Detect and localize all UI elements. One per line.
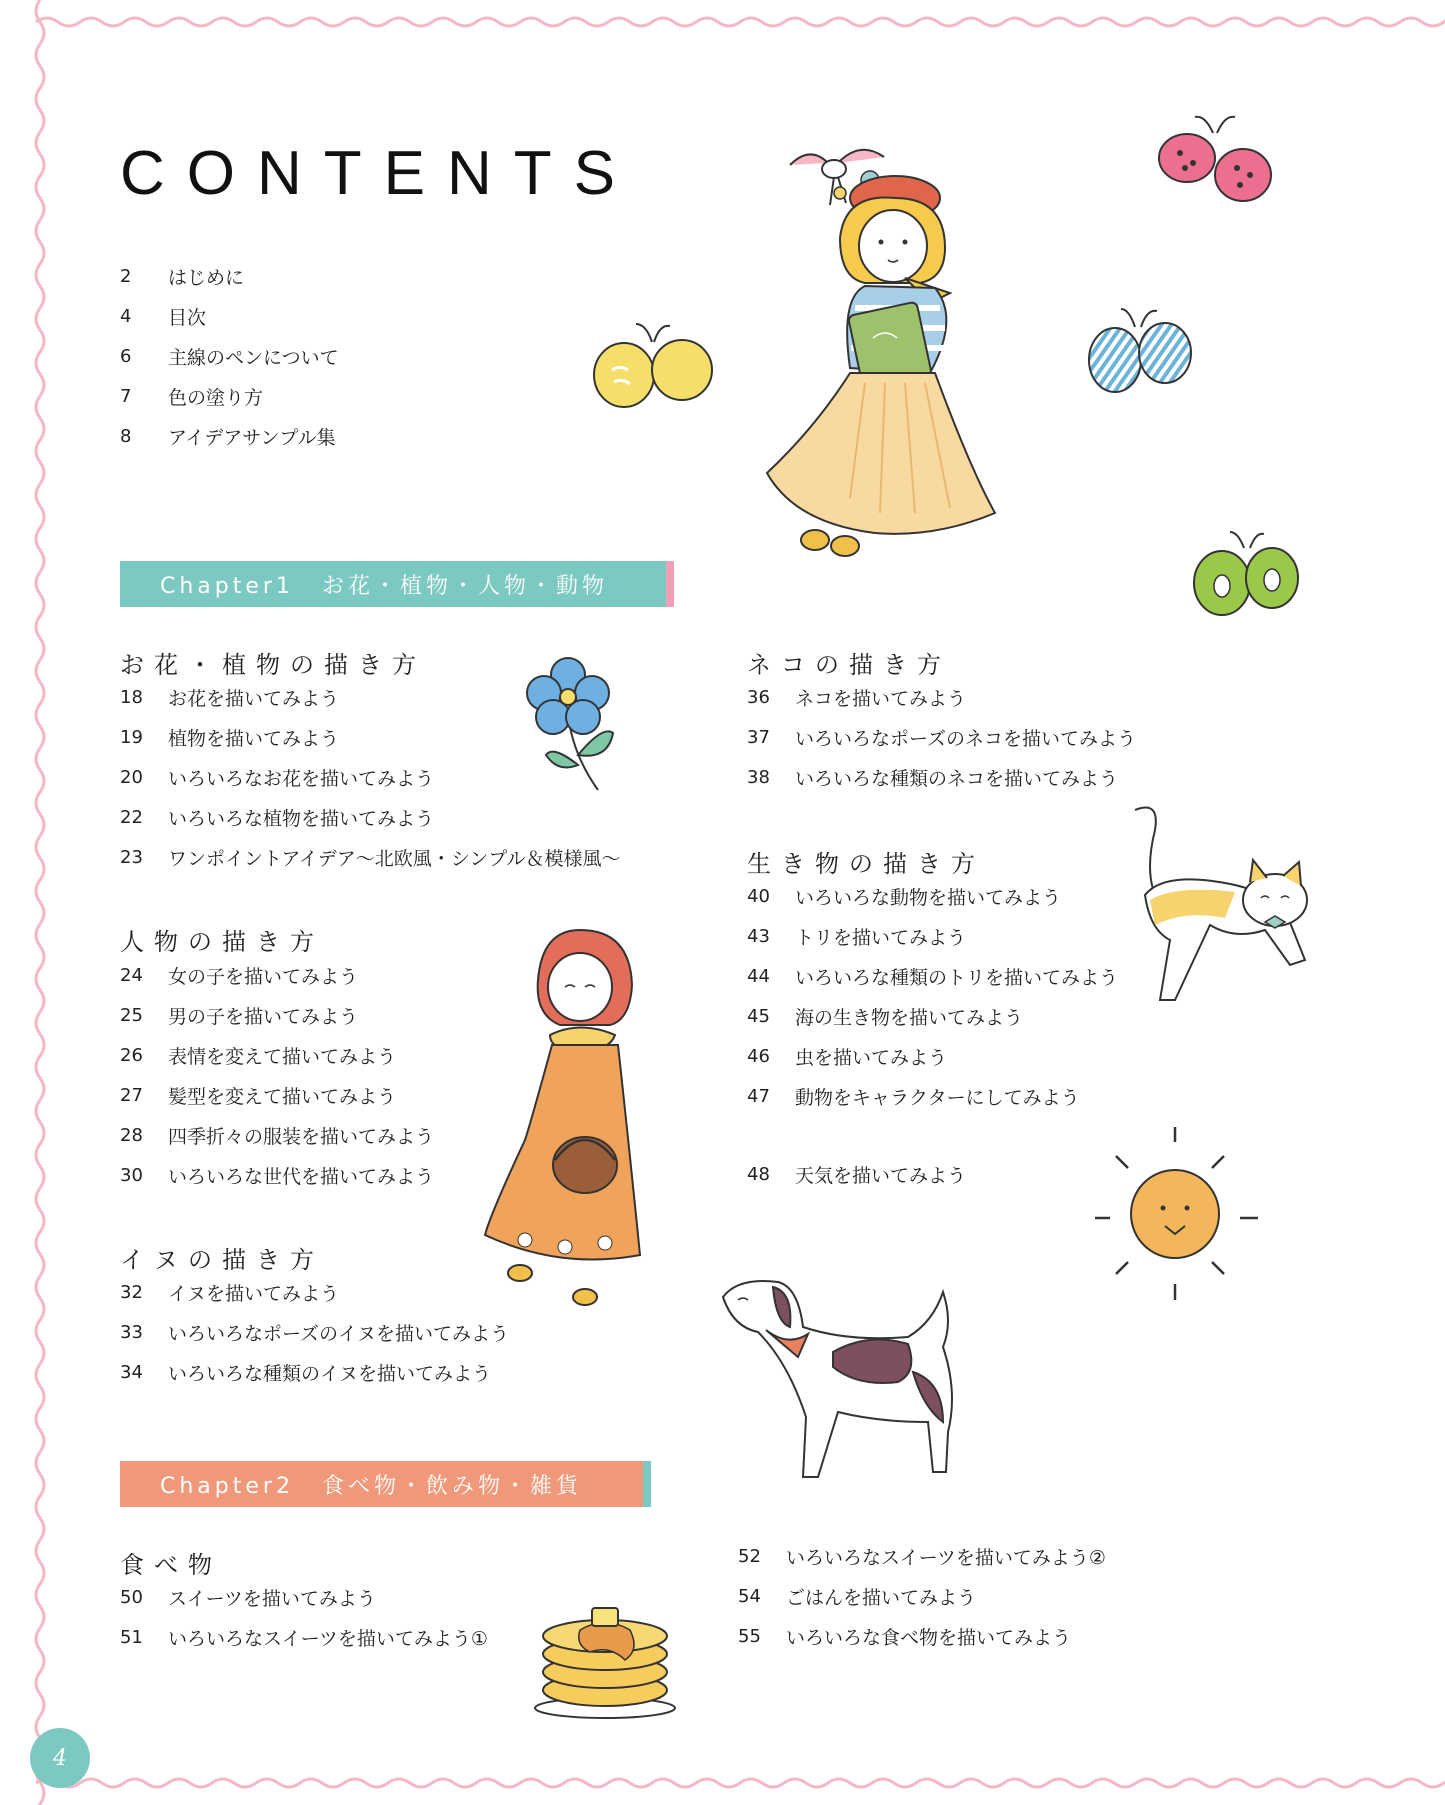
toc-item[interactable] <box>747 876 1118 916</box>
blue-flower-illustration <box>518 655 618 795</box>
chapter1-name: Chapter1 <box>160 573 294 599</box>
toc-page-number: 38 <box>747 766 770 788</box>
toc-page-number: 46 <box>747 1045 770 1067</box>
weather-list <box>747 1154 966 1194</box>
toc-item-title: 色の塗り方 <box>168 386 264 409</box>
toc-item[interactable] <box>747 717 1136 757</box>
toc-item[interactable] <box>120 376 339 416</box>
toc-item[interactable] <box>738 1576 1106 1616</box>
toc-item[interactable] <box>120 1352 509 1392</box>
toc-item-title: いろいろな食べ物を描いてみよう <box>786 1626 1072 1649</box>
section-heading-cats: ネコの描き方 <box>747 651 951 679</box>
toc-item-title: いろいろな動物を描いてみよう <box>795 886 1062 909</box>
cat-illustration <box>1115 800 1330 1005</box>
section-heading-creatures: 生き物の描き方 <box>747 850 985 878</box>
toc-item-title: いろいろなポーズのイヌを描いてみよう <box>168 1322 510 1345</box>
toc-page-number: 28 <box>120 1124 143 1146</box>
girl-with-basket-illustration <box>480 925 675 1310</box>
toc-item-title: いろいろなお花を描いてみよう <box>168 767 435 790</box>
toc-item[interactable] <box>120 995 434 1035</box>
toc-item[interactable] <box>747 677 1136 717</box>
pancake-illustration <box>530 1590 680 1720</box>
page-number-badge: 4 <box>30 1728 90 1788</box>
food-more-list <box>738 1536 1106 1656</box>
intro-list <box>120 256 339 456</box>
toc-item-title: 目次 <box>168 306 207 329</box>
toc-item[interactable] <box>747 1154 966 1194</box>
toc-item-title: いろいろな植物を描いてみよう <box>168 807 435 830</box>
toc-item[interactable] <box>747 916 1118 956</box>
toc-item[interactable] <box>738 1536 1106 1576</box>
toc-item-title: 植物を描いてみよう <box>168 727 340 750</box>
toc-item[interactable] <box>120 256 339 296</box>
toc-item-title: はじめに <box>168 266 245 289</box>
toc-item-title: ワンポイントアイデア〜北欧風・シンプル＆模様風〜 <box>168 847 621 870</box>
toc-item-title: いろいろな世代を描いてみよう <box>168 1165 435 1188</box>
toc-page-number: 32 <box>120 1281 143 1303</box>
toc-page-number: 4 <box>120 305 132 327</box>
toc-item[interactable] <box>120 1035 434 1075</box>
toc-page-number: 23 <box>120 846 143 868</box>
toc-item[interactable] <box>120 416 339 456</box>
section-heading-people: 人物の描き方 <box>120 928 324 956</box>
chapter1-banner[interactable] <box>120 561 674 607</box>
toc-item[interactable] <box>120 336 339 376</box>
chapter2-banner[interactable] <box>120 1461 651 1507</box>
yellow-butterfly-illustration <box>590 320 715 420</box>
dogs-list <box>120 1272 509 1392</box>
food-list <box>120 1577 488 1657</box>
chapter1-title: お花・植物・人物・動物 <box>321 573 608 599</box>
toc-item[interactable] <box>120 296 339 336</box>
toc-page-number: 55 <box>738 1625 761 1647</box>
toc-item-title: 動物をキャラクターにしてみよう <box>795 1086 1080 1109</box>
toc-page-number: 47 <box>747 1085 770 1107</box>
toc-item-title: 四季折々の服装を描いてみよう <box>168 1125 435 1148</box>
toc-item-title: 女の子を描いてみよう <box>168 965 359 988</box>
toc-item-title: ネコを描いてみよう <box>795 687 967 710</box>
toc-item[interactable] <box>120 797 621 837</box>
dog-illustration <box>718 1272 998 1492</box>
section-heading-dogs: イヌの描き方 <box>120 1246 324 1274</box>
toc-item-title: スイーツを描いてみよう <box>168 1587 376 1610</box>
toc-page-number: 24 <box>120 964 143 986</box>
toc-item[interactable] <box>747 956 1118 996</box>
toc-item-title: いろいろなスイーツを描いてみよう② <box>786 1546 1106 1569</box>
toc-item-title: いろいろなポーズのネコを描いてみよう <box>795 727 1137 750</box>
toc-item[interactable] <box>120 1155 434 1195</box>
toc-item-title: 主線のペンについて <box>168 346 339 369</box>
toc-page-number: 45 <box>747 1005 770 1027</box>
toc-item[interactable] <box>738 1616 1106 1656</box>
chapter2-edge <box>643 1461 651 1507</box>
toc-item[interactable] <box>120 1075 434 1115</box>
pink-butterfly-illustration <box>1155 113 1275 218</box>
toc-item[interactable] <box>120 1312 509 1352</box>
toc-page-number: 2 <box>120 265 132 287</box>
toc-item-title: 虫を描いてみよう <box>795 1046 948 1069</box>
page-title: CONTENTS <box>120 139 637 208</box>
toc-item-title: 表情を変えて描いてみよう <box>168 1045 397 1068</box>
toc-item-title: 男の子を描いてみよう <box>168 1005 359 1028</box>
sun-illustration <box>1090 1122 1265 1307</box>
green-butterfly-illustration <box>1192 528 1302 623</box>
chapter1-label <box>120 569 608 600</box>
toc-item[interactable] <box>120 1617 488 1657</box>
toc-page-number: 6 <box>120 345 132 367</box>
toc-item[interactable] <box>747 996 1118 1036</box>
girl-with-sketchbook-illustration <box>755 168 1005 578</box>
toc-page-number: 20 <box>120 766 143 788</box>
toc-item[interactable] <box>747 1076 1118 1116</box>
toc-item-title: ごはんを描いてみよう <box>786 1586 977 1609</box>
people-list <box>120 955 434 1195</box>
toc-page-number: 51 <box>120 1626 143 1648</box>
toc-item-title: アイデアサンプル集 <box>168 426 336 449</box>
toc-page-number: 22 <box>120 806 143 828</box>
toc-page-number: 48 <box>747 1163 770 1185</box>
toc-page-number: 30 <box>120 1164 143 1186</box>
toc-item[interactable] <box>747 757 1136 797</box>
toc-page-number: 7 <box>120 385 132 407</box>
toc-item-title: 髪型を変えて描いてみよう <box>168 1085 397 1108</box>
chapter2-title: 食べ物・飲み物・雑貨 <box>321 1473 582 1499</box>
toc-item[interactable] <box>120 837 621 877</box>
toc-page-number: 34 <box>120 1361 143 1383</box>
toc-page-number: 36 <box>747 686 770 708</box>
toc-item-title: トリを描いてみよう <box>795 926 967 949</box>
cats-list <box>747 677 1136 797</box>
toc-page-number: 50 <box>120 1586 143 1608</box>
toc-page-number: 25 <box>120 1004 143 1026</box>
toc-page-number: 54 <box>738 1585 761 1607</box>
chapter2-name: Chapter2 <box>160 1473 294 1499</box>
toc-page-number: 33 <box>120 1321 143 1343</box>
section-heading-flowers: お花・植物の描き方 <box>120 651 426 679</box>
section-heading-food: 食べ物 <box>120 1551 222 1579</box>
toc-item[interactable] <box>747 1036 1118 1076</box>
toc-page-number: 44 <box>747 965 770 987</box>
toc-item-title: いろいろな種類のトリを描いてみよう <box>795 966 1119 989</box>
striped-butterfly-illustration <box>1085 305 1195 405</box>
creatures-list <box>747 876 1118 1116</box>
toc-page-number: 40 <box>747 885 770 907</box>
toc-item-title: 海の生き物を描いてみよう <box>795 1006 1024 1029</box>
toc-item[interactable] <box>120 1577 488 1617</box>
toc-item[interactable] <box>120 955 434 995</box>
toc-item-title: いろいろなスイーツを描いてみよう① <box>168 1627 488 1650</box>
chapter2-label <box>120 1469 582 1500</box>
toc-item[interactable] <box>120 1272 509 1312</box>
toc-item-title: イヌを描いてみよう <box>168 1282 340 1305</box>
toc-item[interactable] <box>120 1115 434 1155</box>
toc-page-number: 52 <box>738 1545 761 1567</box>
toc-page-number: 27 <box>120 1084 143 1106</box>
toc-page-number: 8 <box>120 425 132 447</box>
chapter1-edge <box>666 561 674 607</box>
toc-item-title: いろいろな種類のイヌを描いてみよう <box>168 1362 492 1385</box>
toc-item-title: いろいろな種類のネコを描いてみよう <box>795 767 1119 790</box>
toc-item-title: お花を描いてみよう <box>168 687 340 710</box>
toc-page-number: 26 <box>120 1044 143 1066</box>
toc-page-number: 43 <box>747 925 770 947</box>
toc-item-title: 天気を描いてみよう <box>795 1164 967 1187</box>
toc-page-number: 19 <box>120 726 143 748</box>
toc-page-number: 37 <box>747 726 770 748</box>
toc-page-number: 18 <box>120 686 143 708</box>
